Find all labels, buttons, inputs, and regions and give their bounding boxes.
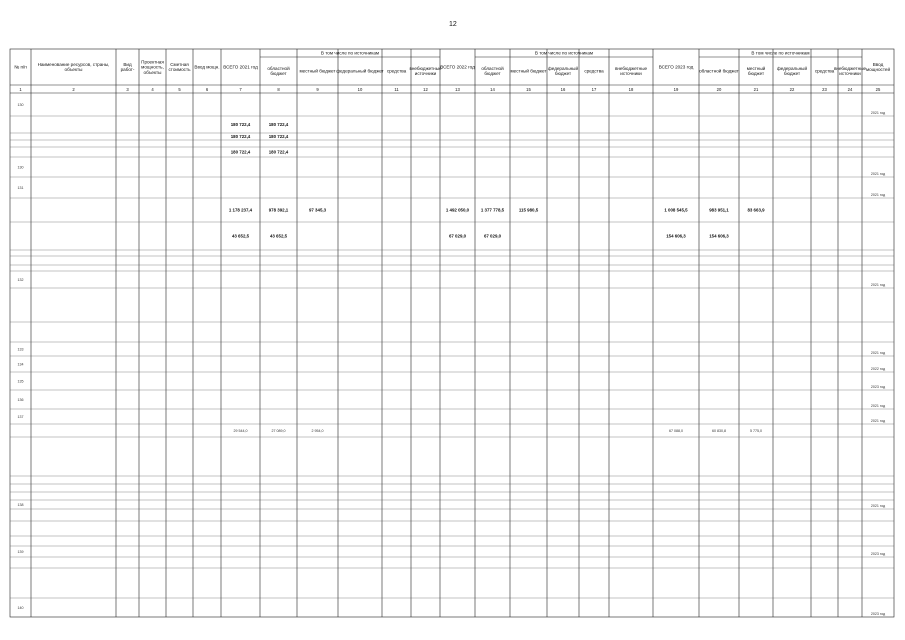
column-header: федеральный бюджет	[776, 66, 808, 77]
column-number: 7	[239, 87, 242, 92]
commissioning-year: 2023 год	[870, 552, 886, 556]
commissioning-year: 2022 год	[870, 367, 886, 371]
regional-budget-2022: 67 029,0	[483, 233, 502, 239]
column-number: 1	[19, 87, 22, 92]
row-number: 131	[17, 186, 24, 190]
column-number: 18	[628, 87, 634, 92]
column-header: внебюджетные источники	[409, 66, 442, 77]
column-header: местный бюджет	[510, 68, 547, 74]
local-budget-2023: 5 775,0	[750, 429, 762, 433]
total-2021: 180 722,4	[230, 149, 251, 155]
row-number: 136	[17, 398, 24, 402]
commissioning-year: 2021 год	[870, 404, 886, 408]
regional-budget-2021: 180 722,4	[268, 149, 289, 155]
column-number: 4	[151, 87, 154, 92]
regional-budget-2021: 27 089,0	[271, 429, 286, 433]
column-header: средства	[386, 68, 407, 74]
column-header: средства	[814, 68, 835, 74]
column-header: Ввод мощн.	[194, 64, 220, 70]
column-header: Наименование ресурсов, страны, объекты	[37, 62, 110, 73]
column-header: областной бюджет	[699, 68, 739, 74]
row-number: 135	[17, 379, 24, 384]
total-2023: 67 088,0	[669, 429, 683, 433]
column-number: 2	[72, 87, 75, 92]
column-header: внебюджетные источники	[614, 66, 648, 77]
row-number: 134	[17, 362, 24, 367]
row-number: 140	[17, 606, 24, 610]
column-number: 23	[822, 87, 827, 92]
column-header: ВСЕГО 2023 год	[658, 64, 694, 70]
commissioning-year: 2023 год	[870, 385, 886, 389]
column-header: местный бюджет	[299, 68, 336, 74]
column-header: внебюджетные источники	[833, 66, 867, 77]
column-number: 22	[789, 87, 795, 92]
regional-budget-2021: 978 392,1	[268, 207, 289, 213]
total-2021: 29 544,0	[233, 429, 248, 433]
column-number: 19	[673, 87, 679, 92]
column-number: 6	[205, 87, 209, 92]
column-header: федеральный бюджет	[336, 68, 384, 74]
regional-budget-2022: 1 377 778,5	[480, 207, 505, 213]
column-number: 3	[126, 87, 129, 92]
local-budget-2023: 83 663,9	[747, 207, 765, 213]
column-number: 17	[591, 87, 597, 92]
commissioning-year: 2021 год	[870, 172, 886, 176]
commissioning-year: 2021 год	[870, 111, 886, 115]
column-number: 13	[455, 87, 460, 92]
column-header: ВСЕГО 2022 год	[440, 64, 475, 70]
page-number: 12	[449, 21, 457, 28]
column-number: 14	[490, 87, 495, 92]
table-frame	[10, 49, 894, 617]
commissioning-year: 2021 год	[870, 283, 886, 287]
column-header: ВСЕГО 2021 год	[223, 64, 258, 70]
row-number: 130	[17, 103, 24, 107]
total-2021: 180 722,4	[230, 122, 251, 127]
regional-budget-2023: 154 606,3	[709, 233, 729, 239]
column-number: 15	[526, 87, 531, 92]
commissioning-year: 2021 год	[870, 419, 886, 423]
group-header-2022: В том числе по источникам	[534, 50, 594, 56]
regional-budget-2023: 983 951,1	[709, 207, 729, 213]
column-header: федеральный бюджет	[547, 66, 579, 77]
column-number: 11	[394, 87, 399, 92]
total-2021: 180 722,4	[230, 134, 251, 139]
column-number: 20	[716, 87, 722, 92]
group-header-2021: В том числе по источникам	[320, 50, 380, 56]
total-2023: 1 008 545,5	[664, 207, 688, 213]
column-header: Проектная мощность, объекты	[141, 59, 164, 75]
column-header: местный бюджет	[746, 66, 766, 77]
regional-budget-2021: 180 722,4	[268, 122, 289, 127]
row-number: 138	[17, 503, 24, 507]
total-2023: 154 606,3	[666, 233, 686, 239]
column-number: 8	[277, 87, 280, 92]
column-header: № п/п	[14, 64, 27, 70]
column-header: Сметная стоимость	[168, 62, 191, 73]
total-2022: 1 492 050,0	[445, 207, 470, 213]
local-budget-2021: 97 345,3	[308, 207, 327, 213]
regional-budget-2021: 180 722,4	[268, 134, 289, 139]
column-header: областной бюджет	[481, 66, 504, 77]
column-number: 16	[560, 87, 566, 92]
total-2022: 67 029,0	[448, 233, 467, 239]
column-number: 5	[178, 87, 181, 92]
column-header: областной бюджет	[267, 66, 290, 77]
column-header: средства	[584, 68, 604, 74]
row-number: 132	[17, 278, 24, 282]
total-2021: 1 178 237,4	[228, 207, 253, 213]
row-number: 130	[17, 165, 24, 170]
regional-budget-2021: 43 652,5	[269, 233, 288, 239]
regional-budget-2023: 60 830,8	[712, 429, 726, 433]
column-number: 25	[875, 87, 881, 92]
commissioning-year: 2021 год	[870, 504, 886, 508]
row-number: 137	[17, 415, 24, 419]
commissioning-year: 2021 год	[870, 351, 886, 355]
column-number: 9	[316, 87, 319, 92]
commissioning-year: 2021 год	[870, 193, 886, 197]
local-budget-2022: 115 980,5	[518, 207, 539, 213]
row-number: 133	[17, 347, 24, 352]
column-header: Ввод мощностей	[865, 62, 891, 73]
total-2021: 43 652,5	[231, 233, 250, 239]
column-number: 24	[847, 87, 853, 92]
group-header-2023: В том числе по источникам	[751, 50, 810, 56]
column-number: 10	[357, 87, 363, 92]
row-number: 139	[17, 550, 24, 554]
column-number: 21	[753, 87, 759, 92]
local-budget-2021: 2 954,0	[311, 429, 324, 433]
commissioning-year: 2023 год	[870, 612, 886, 616]
column-number: 12	[423, 87, 428, 92]
column-header: Вид работ-	[120, 62, 135, 73]
